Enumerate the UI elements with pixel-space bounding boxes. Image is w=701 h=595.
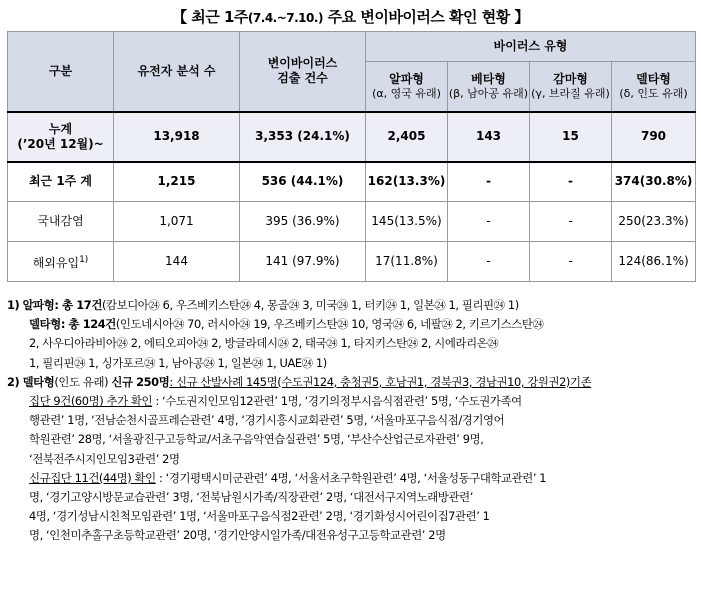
header-gamma-sub: (γ, 브라질 유래)	[531, 87, 610, 101]
note2-sporadic-detail: (수도권124, 충청권5, 호남권1, 경북권3, 경남권10, 강원권2)	[277, 374, 570, 389]
header-variant-line1: 변이바이러스	[267, 56, 338, 71]
header-analyzed: 유전자 분석 수	[114, 32, 240, 112]
cell-analyzed: 1,215	[114, 162, 240, 202]
cell-delta: 374(30.8%)	[612, 162, 696, 202]
note2-delta-label: 델타형	[22, 374, 55, 389]
row-label-footnote: 1)	[79, 254, 89, 265]
header-beta-sub: (β, 남아공 유래)	[448, 87, 529, 101]
cell-alpha: 2,405	[366, 112, 448, 162]
cell-variant: 141 (97.9%)	[240, 242, 366, 282]
cell-beta: -	[448, 242, 530, 282]
note2-delta	[7, 373, 697, 392]
note2-line6-text: : ‘경기평택시미군관련’ 4명, ‘서울서초구학원관련’ 4명, ‘서울성동구대학교관련’ 1	[155, 470, 547, 485]
note1-delta-cont2: 1, 필리핀㉔ 1, 싱가포르㉔ 1, 남아공㉔ 1, 일본㉔ 1, UAE㉔ 1)	[29, 355, 327, 370]
header-delta-sub: (δ, 인도 유래)	[619, 87, 688, 101]
cell-delta: 124(86.1%)	[612, 242, 696, 282]
row-label-line2: (’20년 12월)~	[17, 136, 104, 151]
note1-delta-cont1: 2, 사우디아라비아㉔ 2, 에티오피아㉔ 2, 방글라데시㉔ 2, 태국㉔ 1, 타지키스탄㉔ 2, 시에라리온㉔	[29, 336, 499, 351]
cell-analyzed: 144	[114, 242, 240, 282]
note1-delta-count: : 총 124건	[60, 317, 116, 332]
note1-alpha-detail: (캄보디아㉔ 6, 우즈베키스탄㉔ 4, 몽골㉔ 3, 미국㉔ 1, 터키㉔ 1, 일본㉔ 1, 필리핀㉔ 1)	[101, 298, 519, 312]
row-label-line1: 누계	[48, 121, 73, 136]
cell-delta: 790	[612, 112, 696, 162]
note2-delta-origin: (인도 유래)	[54, 374, 109, 389]
cell-variant: 536 (44.1%)	[240, 162, 366, 202]
note2-line8: 4명, ‘경기성남시친척모임관련’ 1명, ‘서울마포구음식점2관련’ 2명, ‘경기화성시어린이집7관련’ 1	[29, 509, 490, 524]
page-title	[0, 6, 701, 27]
cell-alpha: 162(13.3%)	[366, 162, 448, 202]
note2-new-label: 신규 250명	[111, 374, 170, 389]
note2-sporadic: : 신규 산발사례 145명	[169, 374, 278, 389]
note2-line6	[7, 469, 697, 488]
header-virus-type: 바이러스 유형	[366, 32, 696, 62]
header-delta-label: 델타형	[636, 72, 671, 87]
footnotes	[7, 296, 697, 546]
header-variant	[240, 32, 366, 112]
cell-beta: 143	[448, 112, 530, 162]
note2-line2	[7, 392, 697, 411]
note1-delta	[7, 315, 697, 334]
note2-line7: 명, ‘경기고양시방문교습관련’ 3명, ‘전북남원시가족/직장관련’ 2명, ‘대전서구지역노래방관련’	[29, 490, 473, 505]
table-row-recent-week	[8, 162, 696, 202]
title-suffix: 주요 변이바이러스 확인 현황 】	[322, 8, 529, 26]
note2-existing: 기존	[569, 374, 592, 389]
cell-gamma: -	[530, 162, 612, 202]
note2-line3: 행관련’ 1명, ‘전남순천시골프레슨관련’ 4명, ‘경기시흥시교회관련’ 5명, ‘서울마포구음식점/경기영어	[29, 413, 505, 428]
table-row-overseas	[8, 242, 696, 282]
note2-line6-underlined: 신규집단 11건(44명) 확인	[29, 470, 156, 485]
row-label: 국내감염	[8, 202, 114, 242]
header-beta-label: 베타형	[471, 72, 506, 87]
cell-variant: 3,353 (24.1%)	[240, 112, 366, 162]
table-row-cumulative	[8, 112, 696, 162]
header-alpha	[366, 62, 448, 112]
row-label: 최근 1주 계	[8, 162, 114, 202]
row-label	[8, 112, 114, 162]
row-label-text: 해외유입	[32, 255, 80, 270]
table-row-domestic	[8, 202, 696, 242]
cell-analyzed: 13,918	[114, 112, 240, 162]
note1-delta-detail1: (인도네시아㉔ 70, 러시아㉔ 19, 우즈베키스탄㉔ 10, 영국㉔ 6, 네팔㉔ 2, 키르기스스탄㉔	[115, 317, 544, 332]
note2-marker: 2)	[7, 374, 20, 389]
cell-delta: 250(23.3%)	[612, 202, 696, 242]
row-label	[8, 242, 114, 282]
note1-alpha-count: : 총 17건	[54, 298, 102, 312]
cell-gamma: -	[530, 242, 612, 282]
cell-alpha: 145(13.5%)	[366, 202, 448, 242]
cell-analyzed: 1,071	[114, 202, 240, 242]
note1-marker: 1)	[7, 298, 20, 312]
note2-line4: 학원관련’ 28명, ‘서울광진구고등학교/서초구음악연습실관련’ 5명, ‘부산수산업근로자관련’ 9명,	[29, 432, 484, 447]
note2-line2-underlined: 집단 9건(60명) 추가 확인	[29, 394, 153, 409]
cell-beta: -	[448, 202, 530, 242]
title-period: (7.4.~7.10.)	[247, 11, 323, 25]
header-variant-line2: 검출 건수	[277, 71, 328, 86]
note2-line9: 명, ‘인천미추홀구초등학교관련’ 20명, ‘경기안양시일가족/대전유성구고등학교관련’ 2명	[29, 528, 446, 543]
cell-alpha: 17(11.8%)	[366, 242, 448, 282]
variant-table	[7, 31, 696, 282]
header-gamma-label: 감마형	[553, 72, 588, 87]
note1-alpha-label: 알파형	[22, 298, 55, 312]
header-beta	[448, 62, 530, 112]
cell-variant: 395 (36.9%)	[240, 202, 366, 242]
note1-alpha	[7, 296, 697, 315]
header-gamma	[530, 62, 612, 112]
header-delta	[612, 62, 696, 112]
title-prefix: 【 최근 1주	[172, 8, 248, 26]
cell-beta: -	[448, 162, 530, 202]
header-alpha-label: 알파형	[389, 72, 424, 87]
note2-line2-text: : ‘수도권지인모임12관련’ 1명, ‘경기의정부시음식점관련’ 5명, ‘수도권가족여	[152, 394, 522, 409]
cell-gamma: 15	[530, 112, 612, 162]
note1-delta-label: 델타형	[29, 317, 61, 332]
note2-line5: ‘전북전주시지인모임3관련’ 2명	[29, 451, 180, 466]
header-category: 구분	[8, 32, 114, 112]
cell-gamma: -	[530, 202, 612, 242]
header-alpha-sub: (α, 영국 유래)	[372, 87, 441, 101]
